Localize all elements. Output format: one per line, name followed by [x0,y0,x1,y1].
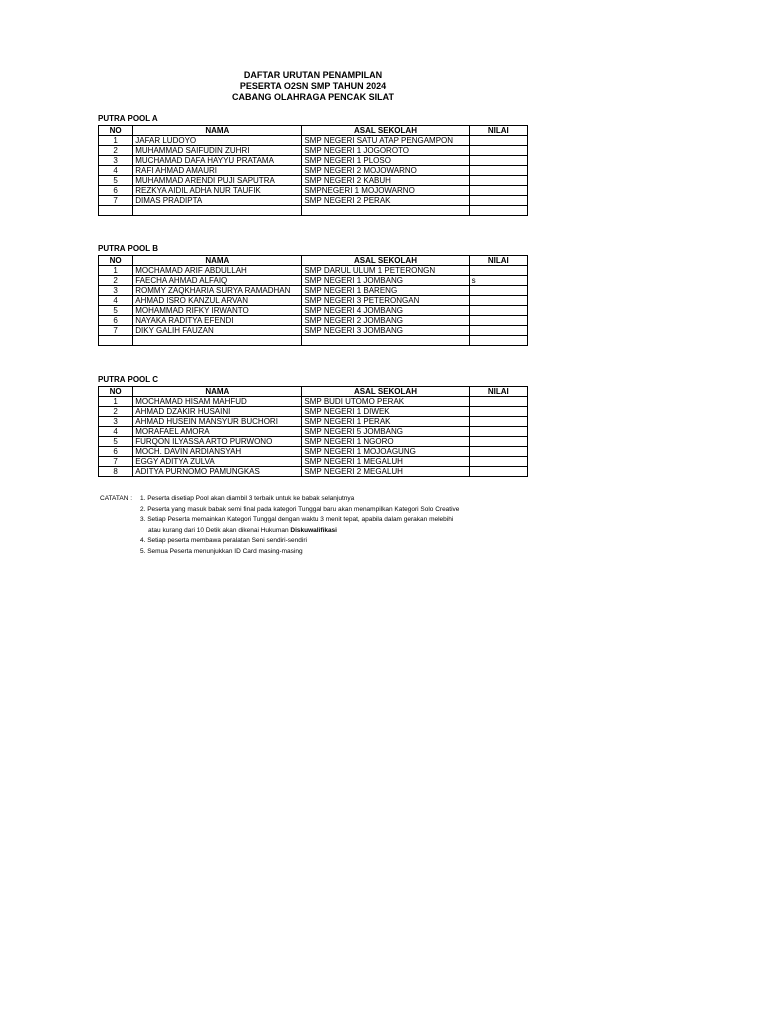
cell-asal: SMP NEGERI 2 PERAK [302,196,469,206]
cell-nilai [469,306,527,316]
cell-nilai [469,467,527,477]
cell-no: 4 [99,166,133,176]
header-line-1: DAFTAR URUTAN PENAMPILAN [243,70,383,80]
table-row [99,296,528,306]
table-row [99,156,528,166]
cell-nama: MOHAMMAD RIFKY IRWANTO [133,306,302,316]
cell-nama: AHMAD ISRO KANZUL ARVAN [133,296,302,306]
cell-asal: SMP NEGERI 1 JOGOROTO [302,146,469,156]
header-line-2: PESERTA O2SN SMP TAHUN 2024 [239,81,387,91]
table-header-row [99,256,528,266]
cell-nilai [469,176,527,186]
table-row [99,427,528,437]
cell-nilai [469,316,527,326]
table-row [99,316,528,326]
cell-nama: DIMAS PRADIPTA [133,196,302,206]
table-row [99,447,528,457]
note-item: 5. Semua Peserta menunjukkan ID Card masing-masing [140,547,303,555]
cell-nama [133,336,302,346]
table-row [99,326,528,336]
column-header-nilai: NILAI [469,387,527,397]
cell-nama: REZKYA AIDIL ADHA NUR TAUFIK [133,186,302,196]
cell-asal: SMP NEGERI 1 NGORO [302,437,469,447]
cell-asal: SMP NEGERI 3 JOMBANG [302,326,469,336]
table-row [99,336,528,346]
notes-section [100,494,520,557]
column-header-no: NO [99,256,133,266]
document-header [0,70,626,103]
cell-nama: AHMAD DZAKIR HUSAINI [133,407,302,417]
pool-title: PUTRA POOL B [98,244,159,253]
note-emphasis: Diskuwalifikasi [290,526,337,534]
cell-nama: EGGY ADITYA ZULVA [133,457,302,467]
table-header-row [99,387,528,397]
cell-no: 5 [99,437,133,447]
column-header-no: NO [99,387,133,397]
table-row [99,196,528,206]
column-header-asal: ASAL SEKOLAH [302,126,469,136]
pool-a [98,114,528,216]
cell-no: 1 [99,266,133,276]
cell-no: 1 [99,397,133,407]
column-header-nama: NAMA [133,387,302,397]
cell-nilai [469,417,527,427]
table-row [99,276,528,286]
cell-asal: SMP DARUL ULUM 1 PETERONGN [302,266,469,276]
cell-no: 8 [99,467,133,477]
cell-asal [302,206,469,216]
cell-nilai [469,196,527,206]
cell-asal: SMP NEGERI SATU ATAP PENGAMPON [302,136,469,146]
cell-no: 5 [99,306,133,316]
cell-no: 2 [99,276,133,286]
note-item: 4. Setiap peserta membawa peralatan Seni sendiri-sendiri [140,537,307,544]
cell-nilai [469,146,527,156]
cell-asal: SMP NEGERI 2 KABUH [302,176,469,186]
cell-no: 4 [99,296,133,306]
cell-nama [133,206,302,216]
cell-nilai [469,437,527,447]
table-row [99,266,528,276]
cell-no: 7 [99,196,133,206]
cell-nama: NAYAKA RADITYA EFENDI [133,316,302,326]
note-text: atau kurang dari 10 Detik akan dikenai Hukuman [148,526,289,534]
cell-asal: SMP NEGERI 2 JOMBANG [302,316,469,326]
cell-no: 4 [99,427,133,437]
cell-nilai [469,286,527,296]
column-header-nilai: NILAI [469,126,527,136]
cell-nilai [469,457,527,467]
cell-asal: SMP NEGERI 2 MOJOWARNO [302,166,469,176]
cell-nilai [469,336,527,346]
cell-nama: MUCHAMAD DAFA HAYYU PRATAMA [133,156,302,166]
cell-asal: SMP NEGERI 1 BARENG [302,286,469,296]
cell-asal: SMPNEGERI 1 MOJOWARNO [302,186,469,196]
cell-no: 3 [99,417,133,427]
cell-nama: MUHAMMAD ARENDI PUJI SAPUTRA [133,176,302,186]
cell-nama: MOCHAMAD ARIF ABDULLAH [133,266,302,276]
cell-nilai [469,296,527,306]
table-row [99,437,528,447]
cell-asal: SMP NEGERI 1 PLOSO [302,156,469,166]
table-header-row [99,126,528,136]
pool-table [98,125,528,216]
pool-table [98,386,528,477]
cell-nama: ADITYA PURNOMO PAMUNGKAS [133,467,302,477]
cell-nama: RAFI AHMAD AMAURI [133,166,302,176]
cell-no: 7 [99,326,133,336]
cell-nama: ROMMY ZAQKHARIA SURYA RAMADHAN [133,286,302,296]
table-row [99,166,528,176]
note-item [100,494,520,505]
column-header-no: NO [99,126,133,136]
table-row [99,186,528,196]
table-row [99,306,528,316]
pool-b [98,244,528,346]
table-row [99,457,528,467]
cell-no: 2 [99,407,133,417]
column-header-nilai: NILAI [469,256,527,266]
table-row [99,286,528,296]
cell-nama: MOCHAMAD HISAM MAHFUD [133,397,302,407]
cell-nama: AHMAD HUSEIN MANSYUR BUCHORI [133,417,302,427]
cell-nilai: s [469,276,527,286]
column-header-asal: ASAL SEKOLAH [302,256,469,266]
cell-nilai [469,407,527,417]
table-row [99,417,528,427]
cell-nilai [469,156,527,166]
cell-nilai [469,136,527,146]
pool-c [98,375,528,477]
pool-table [98,255,528,346]
cell-no: 2 [99,146,133,156]
header-line-3: CABANG OLAHRAGA PENCAK SILAT [232,92,394,102]
column-header-asal: ASAL SEKOLAH [302,387,469,397]
table-row [99,136,528,146]
table-row [99,176,528,186]
cell-asal: SMP NEGERI 1 DIWEK [302,407,469,417]
table-row [99,397,528,407]
cell-no: 6 [99,316,133,326]
cell-nilai [469,397,527,407]
cell-nilai [469,186,527,196]
pool-title: PUTRA POOL A [98,114,158,123]
cell-nilai [469,266,527,276]
cell-nama: DIKY GALIH FAUZAN [133,326,302,336]
cell-nilai [469,427,527,437]
cell-nama: FAECHA AHMAD ALFAIQ [133,276,302,286]
table-row [99,146,528,156]
table-row [99,467,528,477]
cell-no: 3 [99,286,133,296]
note-item: 3. Setiap Peserta memainkan Kategori Tunggal dengan waktu 3 menit tepat, apabila dalam gerakan melebihi [140,516,454,523]
column-header-nama: NAMA [133,126,302,136]
cell-nama: JAFAR LUDOYO [133,136,302,146]
cell-nama: MORAFAEL AMORA [133,427,302,437]
cell-asal: SMP BUDI UTOMO PERAK [302,397,469,407]
cell-no: 3 [99,156,133,166]
cell-no [99,336,133,346]
cell-asal: SMP NEGERI 1 PERAK [302,417,469,427]
cell-nilai [469,326,527,336]
cell-no: 6 [99,447,133,457]
cell-asal: SMP NEGERI 4 JOMBANG [302,306,469,316]
cell-no: 6 [99,186,133,196]
note-item: 2. Peserta yang masuk babak semi final pada kategori Tunggal baru akan menampilkan Kategori Solo Creative [140,505,460,513]
cell-nilai [469,166,527,176]
cell-asal: SMP NEGERI 1 MOJOAGUNG [302,447,469,457]
cell-no: 5 [99,176,133,186]
cell-asal: SMP NEGERI 1 MEGALUH [302,457,469,467]
pool-title: PUTRA POOL C [98,375,159,384]
table-row [99,206,528,216]
cell-nama: MOCH. DAVIN ARDIANSYAH [133,447,302,457]
cell-nilai [469,206,527,216]
cell-asal [302,336,469,346]
cell-asal: SMP NEGERI 5 JOMBANG [302,427,469,437]
cell-no: 1 [99,136,133,146]
note-item [100,526,520,537]
cell-asal: SMP NEGERI 1 JOMBANG [302,276,469,286]
cell-no [99,206,133,216]
cell-nama: FURQON ILYASSA ARTO PURWONO [133,437,302,447]
column-header-nama: NAMA [133,256,302,266]
cell-nilai [469,447,527,457]
note-text: 1. Peserta disetiap Pool akan diambil 3 terbaik untuk ke babak selanjutnya [140,495,355,502]
cell-asal: SMP NEGERI 2 MEGALUH [302,467,469,477]
table-row [99,407,528,417]
cell-no: 7 [99,457,133,467]
notes-label: CATATAN : [100,495,133,502]
cell-nama: MUHAMMAD SAIFUDIN ZUHRI [133,146,302,156]
cell-asal: SMP NEGERI 3 PETERONGAN [302,296,469,306]
